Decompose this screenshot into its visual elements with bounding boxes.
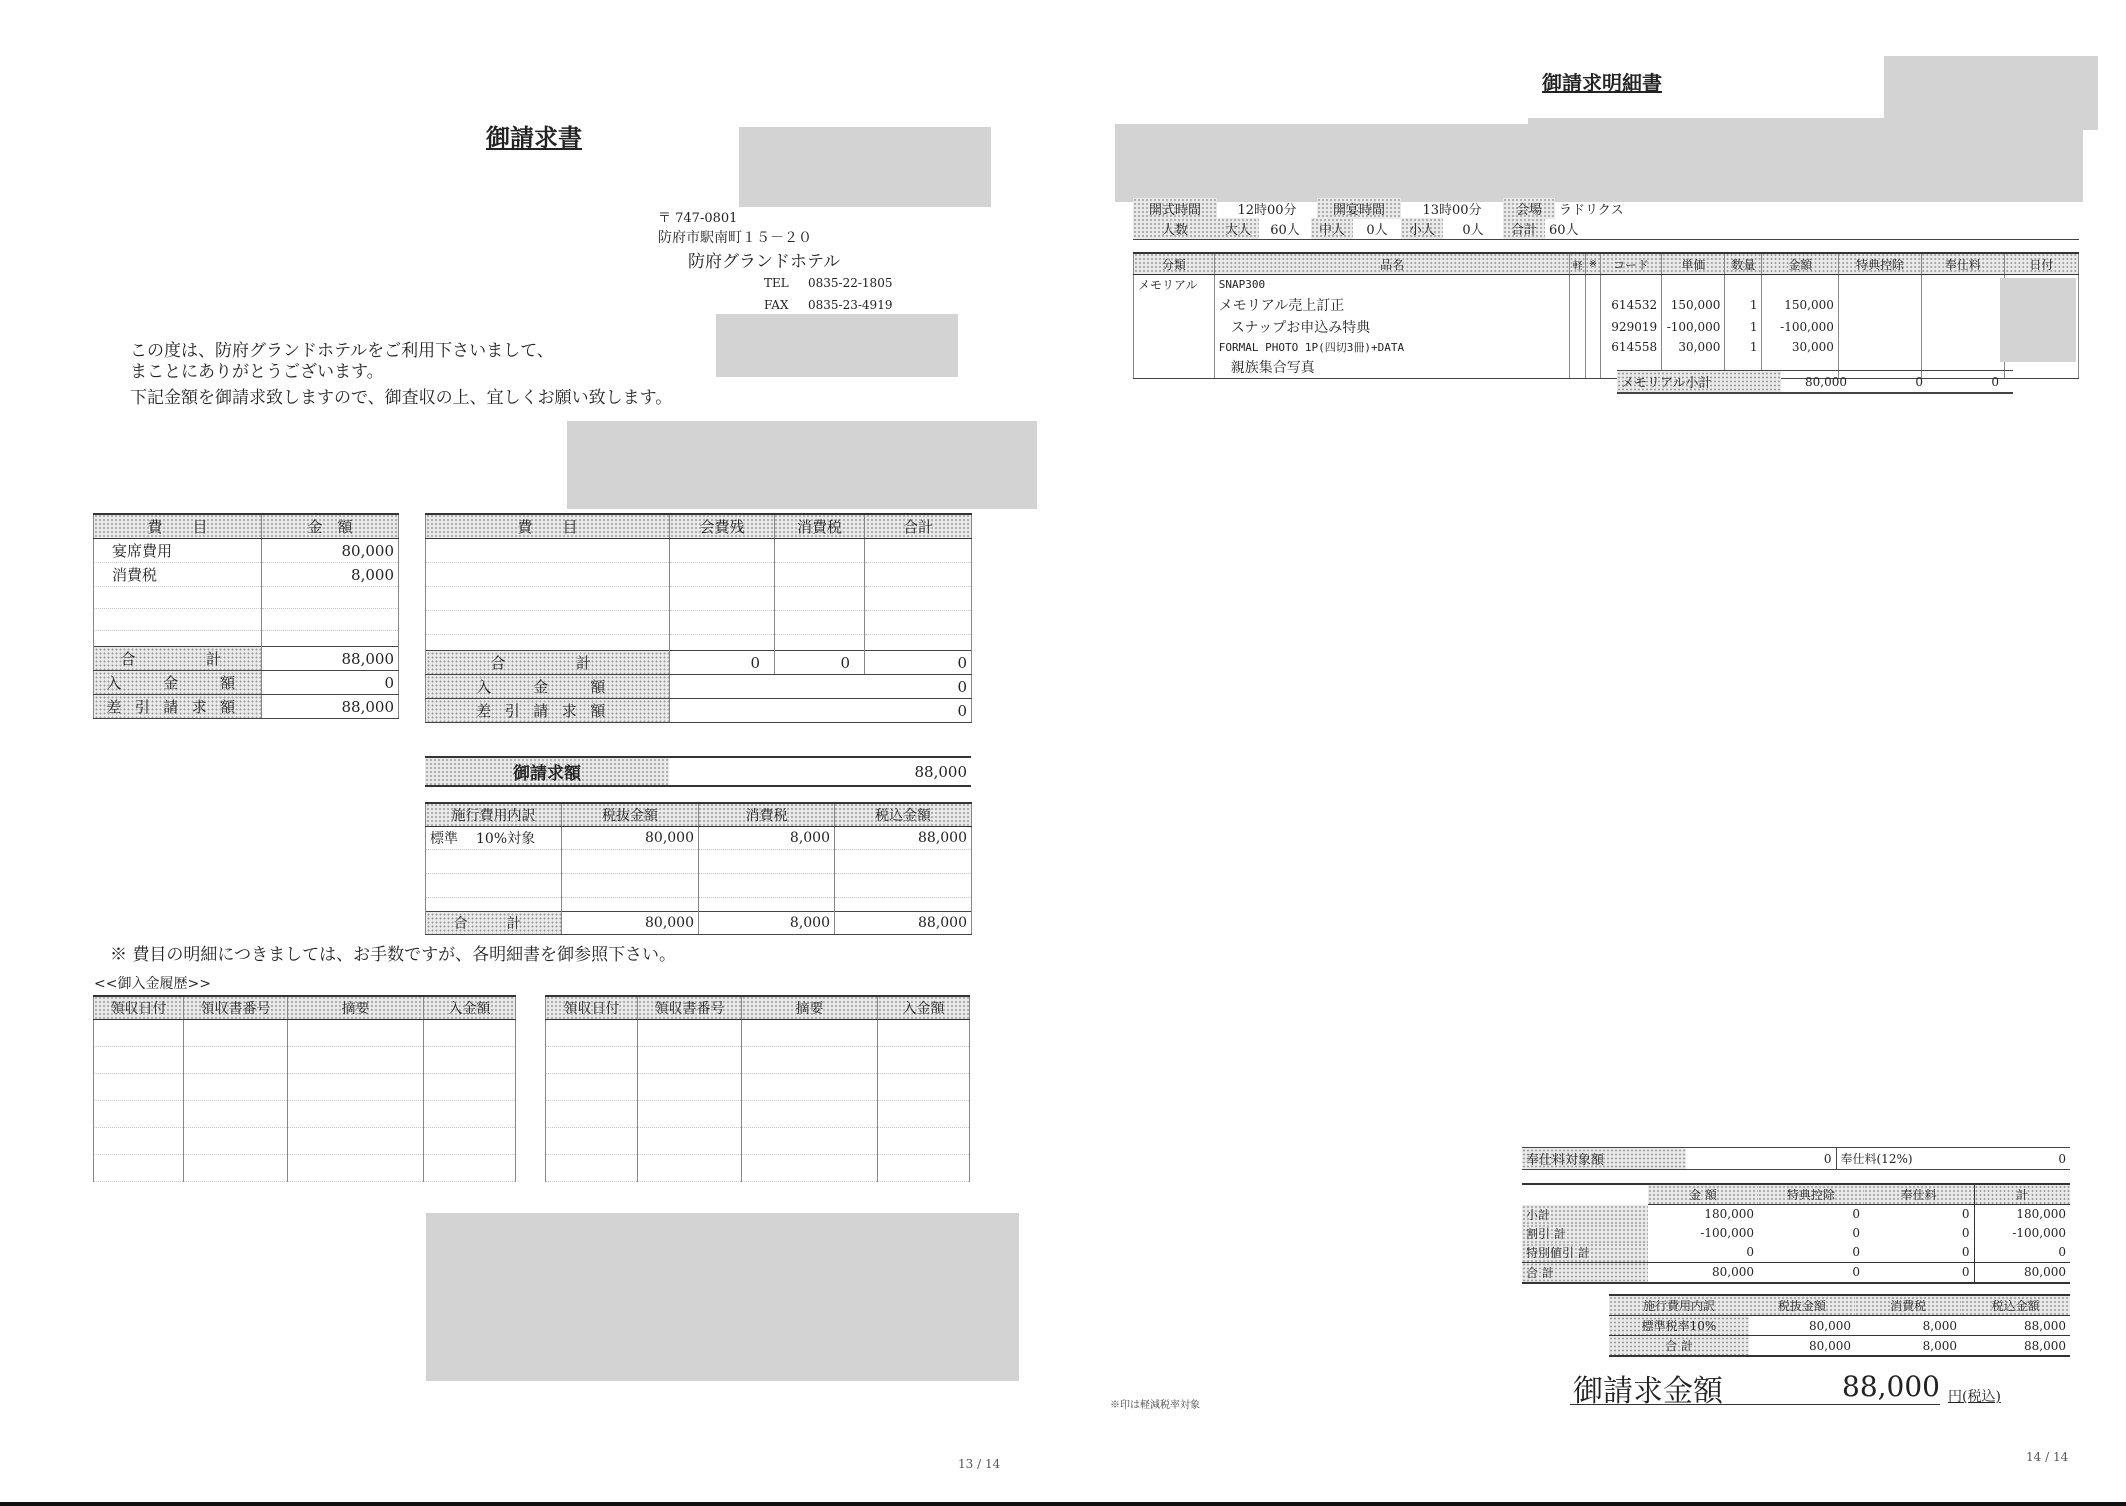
detail-head-name: 品名 (1214, 253, 1570, 275)
detail-line-price: -100,000 (1662, 316, 1725, 338)
event-info-table (1133, 198, 2079, 219)
membership-paid: 0 (670, 675, 972, 699)
detail-line-name: FORMAL PHOTO 1P(四切3冊)+DATA (1214, 338, 1570, 356)
detail-line-qty: 1 (1725, 316, 1762, 338)
party-time-label: 開宴時間 (1317, 198, 1401, 219)
middle-count: 0人 (1366, 223, 1388, 238)
people-info-table (1133, 218, 1693, 239)
redaction-block (1115, 124, 2083, 202)
detail-head-service: 奉仕料 (1921, 253, 2004, 275)
detail-table (1133, 252, 2079, 379)
child-count: 0人 (1462, 223, 1484, 238)
membership-total-tax: 0 (775, 651, 865, 675)
hotel-address: 防府市駅南町１５－２０ (658, 230, 812, 246)
membership-head-tax: 消費税 (775, 514, 865, 539)
payment-head-date: 領収日付 (94, 996, 184, 1020)
detail-line-qty: 1 (1725, 338, 1762, 356)
tax-row-incl: 88,000 (835, 827, 972, 850)
membership-total-total: 0 (865, 651, 972, 675)
adult-count: 60人 (1270, 223, 1300, 238)
subtotal-discount: 0 (1915, 374, 1923, 389)
calc-row-total: 0 (1974, 1243, 2070, 1263)
tax-summary-row-label: 標準税率10% (1609, 1316, 1749, 1336)
redaction-block (739, 127, 991, 207)
invoice-amount-label: 御請求額 (425, 757, 669, 786)
payment-history-table-2 (545, 995, 970, 1182)
left-title: 御請求書 (486, 123, 582, 152)
invoice-total-underline (1570, 1404, 1940, 1405)
detail-head-light: 軽 (1570, 253, 1585, 275)
calc-row-service: 0 (1961, 1207, 1970, 1222)
service-target-label: 奉仕料対象額 (1522, 1148, 1686, 1170)
tax-summary-total-excl: 80,000 (1809, 1338, 1851, 1353)
hotel-name: 防府グランドホテル (688, 252, 841, 272)
venue-label: 会場 (1503, 198, 1555, 219)
party-time: 13時00分 (1422, 203, 1482, 218)
invoice-total-label: 御請求金額 (1573, 1374, 1723, 1409)
summary-item-amount: 8,000 (262, 563, 399, 587)
tax-summary-head-excl: 税抜金額 (1749, 1295, 1855, 1316)
subtotal-table (1617, 370, 2013, 394)
summary-total-label: 合 計 (94, 647, 262, 671)
membership-head-total: 合計 (865, 514, 972, 539)
service-target-value: 0 (1823, 1151, 1832, 1166)
child-label: 小人 (1401, 218, 1443, 239)
tax-head-excl: 税抜金額 (562, 803, 699, 827)
invoice-amount-value: 88,000 (914, 762, 967, 781)
summary-item-name: 宴席費用 (94, 539, 262, 563)
summary-head-amount: 金 額 (262, 514, 399, 539)
payment-head-date: 領収日付 (546, 996, 638, 1020)
membership-head-fee: 会費残 (670, 514, 775, 539)
payment-head-receipt: 領収書番号 (638, 996, 742, 1020)
hotel-tel: 0835-22-1805 (808, 276, 893, 290)
membership-balance-label: 差引請求額 (426, 699, 670, 723)
redaction-block (567, 421, 1037, 509)
membership-head-item: 費 目 (426, 514, 670, 539)
greeting-line-3: 下記金額を御請求致しますので、御査収の上、宜しくお願い致します。 (130, 388, 673, 408)
right-title: 御請求明細書 (1542, 71, 1662, 95)
hotel-fax: 0835-23-4919 (808, 298, 893, 312)
detail-head-discount: 特典控除 (1838, 253, 1921, 275)
summary-total: 88,000 (262, 647, 399, 671)
service-target-table (1522, 1147, 2070, 1170)
tax-breakdown-table (425, 802, 972, 935)
tax-summary-table (1609, 1294, 2070, 1357)
people-label: 人数 (1133, 218, 1217, 239)
payment-head-receipt: 領収書番号 (184, 996, 288, 1020)
payment-head-summary: 摘要 (742, 996, 878, 1020)
summary-paid-label: 入 金 額 (94, 671, 262, 695)
calc-row-label: 特別値引 計 (1522, 1243, 1648, 1263)
detail-head-qty: 数量 (1725, 253, 1762, 275)
tax-summary-row-incl: 88,000 (2024, 1318, 2066, 1333)
membership-total-label: 合 計 (426, 651, 670, 675)
calc-row-label: 小計 (1522, 1205, 1648, 1224)
tax-summary-head-incl: 税込金額 (1961, 1295, 2070, 1316)
tax-summary-row-excl: 80,000 (1809, 1318, 1851, 1333)
tax-total-label: 合 計 (426, 912, 562, 935)
detail-line-code: 929019 (1601, 316, 1662, 338)
sum-count: 60人 (1549, 223, 1579, 238)
detail-line-amount: -100,000 (1762, 316, 1838, 338)
invoice-amount-box (425, 756, 971, 787)
tax-head-incl: 税込金額 (835, 803, 972, 827)
calc-row-discount: 0 (1852, 1207, 1860, 1222)
summary-table (93, 513, 399, 719)
redaction-block (2000, 278, 2076, 362)
membership-total-fee: 0 (670, 651, 775, 675)
payment-head-amount: 入金額 (424, 996, 516, 1020)
summary-item-name: 消費税 (94, 563, 262, 587)
tax-total-excl: 80,000 (562, 912, 699, 935)
calc-row-discount: 0 (1852, 1245, 1860, 1259)
greeting-line-1: この度は、防府グランドホテルをご利用下さいまして、 (130, 341, 554, 361)
calc-row-amount: 80,000 (1712, 1265, 1754, 1279)
calc-row-total: 80,000 (1974, 1262, 2070, 1283)
detail-line-name: メモリアル売上訂正 (1214, 294, 1570, 316)
membership-paid-label: 入 金 額 (426, 675, 670, 699)
detail-head-category: 分類 (1134, 253, 1215, 275)
calc-head-total: 計 (1974, 1184, 2070, 1205)
tax-total-tax: 8,000 (699, 912, 835, 935)
detail-head-amount: 金額 (1762, 253, 1838, 275)
sum-label: 合計 (1503, 218, 1545, 239)
detail-line-name: SNAP300 (1214, 275, 1570, 295)
redaction-block (716, 314, 958, 377)
hotel-fax-label: FAX (764, 298, 789, 312)
service-rate-label: 奉仕料(12%) (1836, 1148, 1950, 1170)
adult-label: 大人 (1217, 218, 1259, 239)
tax-summary-total-incl: 88,000 (2024, 1338, 2066, 1353)
detail-line-code: 614558 (1601, 338, 1662, 356)
summary-balance-label: 差引請求額 (94, 695, 262, 719)
detail-head-mark: ※ (1585, 253, 1600, 275)
payment-head-summary: 摘要 (288, 996, 424, 1020)
detail-note: ※ 費目の明細につきましては、お手数ですが、各明細書を御参照下さい。 (110, 945, 677, 965)
tax-summary-head-tax: 消費税 (1855, 1295, 1961, 1316)
invoice-total-unit: 円(税込) (1948, 1389, 2001, 1405)
redaction-block (1884, 56, 2098, 130)
calc-row-total: -100,000 (1974, 1224, 2070, 1243)
calc-row-discount: 0 (1852, 1265, 1860, 1279)
tax-summary-total-tax: 8,000 (1922, 1338, 1957, 1353)
membership-balance: 0 (670, 699, 972, 723)
ceremony-time-label: 開式時間 (1133, 198, 1217, 219)
calc-row-service: 0 (1961, 1245, 1970, 1259)
detail-head-price: 単価 (1662, 253, 1725, 275)
calc-row-label: 割引 計 (1522, 1224, 1648, 1243)
detail-line-qty: 1 (1725, 294, 1762, 316)
subtotal-label: メモリアル小計 (1617, 371, 1781, 394)
tax-summary-head-kind: 施行費用内訳 (1609, 1295, 1749, 1316)
tax-row-tax: 8,000 (699, 827, 835, 850)
detail-line-amount: 150,000 (1762, 294, 1838, 316)
hotel-postal: 〒 747-0801 (658, 211, 738, 226)
tax-row-rate: 10%対象 (476, 831, 536, 847)
membership-table (425, 513, 972, 723)
service-value: 0 (2058, 1151, 2066, 1166)
calc-row-service: 0 (1961, 1226, 1970, 1240)
tax-summary-total-label: 合 計 (1609, 1336, 1749, 1357)
calc-head-amount: 金 額 (1648, 1184, 1758, 1205)
detail-category: メモリアル (1134, 275, 1215, 295)
detail-line-name: 親族集合写真 (1214, 356, 1570, 379)
hotel-tel-label: TEL (764, 276, 789, 290)
calc-row-total: 180,000 (1974, 1205, 2070, 1224)
left-page-number: 13 / 14 (958, 1457, 1001, 1471)
payment-history-table-1 (93, 995, 516, 1182)
tax-summary-row-tax: 8,000 (1922, 1318, 1957, 1333)
calc-row-amount: 180,000 (1704, 1207, 1754, 1222)
right-page-number: 14 / 14 (2026, 1450, 2069, 1464)
middle-label: 中人 (1311, 218, 1353, 239)
detail-line-name: スナップお申込み特典 (1214, 316, 1570, 338)
ceremony-time: 12時00分 (1237, 203, 1297, 218)
detail-line-code: 614532 (1601, 294, 1662, 316)
detail-line-price: 30,000 (1662, 338, 1725, 356)
tax-total-incl: 88,000 (835, 912, 972, 935)
redaction-block (426, 1213, 1019, 1381)
calc-table (1522, 1183, 2070, 1284)
invoice-total-value: 88,000 (1842, 1370, 1940, 1403)
tax-row-excl: 80,000 (562, 827, 699, 850)
tax-row-kind-label: 標準 (430, 831, 458, 847)
detail-head-code: コード (1601, 253, 1662, 275)
tax-row-kind (426, 827, 562, 850)
calc-row-discount: 0 (1852, 1226, 1860, 1240)
scan-edge (0, 1502, 2126, 1506)
summary-paid: 0 (262, 671, 399, 695)
payment-head-amount: 入金額 (878, 996, 970, 1020)
subtotal-amount: 80,000 (1805, 374, 1847, 389)
divider (1133, 239, 2079, 240)
tax-head-tax: 消費税 (699, 803, 835, 827)
calc-head-service: 奉仕料 (1864, 1184, 1974, 1205)
detail-line-amount: 30,000 (1762, 338, 1838, 356)
greeting-line-2: まことにありがとうございます。 (130, 362, 384, 382)
summary-head-item: 費 目 (94, 514, 262, 539)
detail-head-date: 日付 (2004, 253, 2078, 275)
venue: ラドリクス (1559, 203, 1624, 218)
tax-head-kind: 施行費用内訳 (426, 803, 562, 827)
summary-balance: 88,000 (262, 695, 399, 719)
calc-row-label: 合 計 (1522, 1262, 1648, 1283)
footnote: ※印は軽減税率対象 (1110, 1400, 1200, 1411)
calc-head-discount: 特典控除 (1758, 1184, 1864, 1205)
calc-row-amount: 0 (1746, 1245, 1754, 1259)
calc-row-amount: -100,000 (1700, 1226, 1754, 1240)
detail-line-price: 150,000 (1662, 294, 1725, 316)
subtotal-service: 0 (1991, 374, 1999, 389)
summary-item-amount: 80,000 (262, 539, 399, 563)
payment-history-title: <<御入金履歴>> (94, 976, 211, 992)
calc-row-service: 0 (1961, 1265, 1970, 1279)
